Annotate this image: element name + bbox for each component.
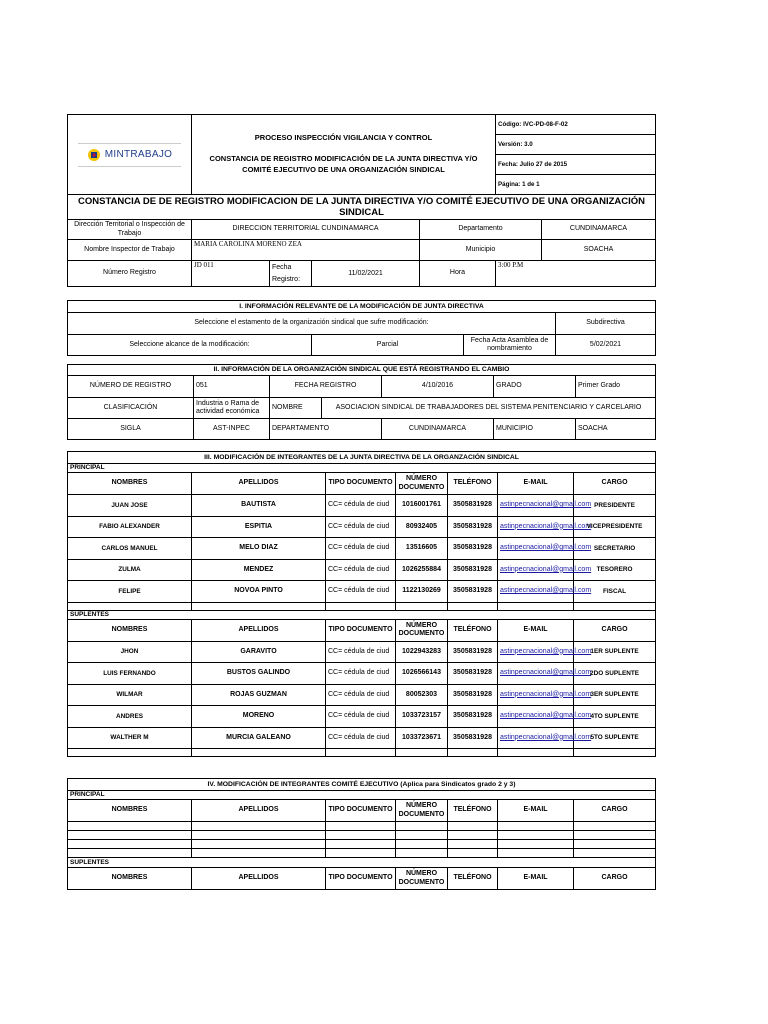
member-email[interactable]: astinpecnacional@gmail.com	[498, 663, 574, 685]
member-cargo: 4TO SUPLENTE	[574, 706, 656, 728]
member-email[interactable]: astinpecnacional@gmail.com	[498, 559, 574, 581]
blank-cell	[574, 749, 656, 757]
col-nombres: NOMBRES	[68, 473, 192, 495]
member-tipo-documento: CC= cédula de ciud	[326, 495, 396, 517]
member-cargo: VICEPRESIDENTE	[574, 516, 656, 538]
sigla-value: AST-INPEC	[194, 419, 270, 440]
inspector-value: MARIA CAROLINA MORENO ZEA	[192, 240, 420, 261]
member-numero-documento: 80052303	[396, 684, 448, 706]
hora-label: Hora	[420, 261, 496, 287]
col-cargo: CARGO	[574, 800, 656, 822]
empty-row	[68, 849, 656, 858]
process-title: PROCESO INSPECCIÓN VIGILANCIA Y CONTROL	[254, 133, 433, 143]
alcance-value: Parcial	[312, 335, 464, 356]
section-3-suplentes-header-row	[68, 619, 656, 641]
empty-row	[68, 822, 656, 831]
member-cargo: 5TO SUPLENTE	[574, 727, 656, 749]
logo-cell	[68, 115, 192, 195]
fechareg-value: 11/02/2021	[312, 261, 420, 287]
header-title-cell	[192, 115, 496, 195]
form-subtitle-1: CONSTANCIA DE REGISTRO MODIFICACIÓN DE LA JUNTA DIRECTIVA Y/O	[209, 153, 478, 163]
member-cargo: 3ER SUPLENTE	[574, 684, 656, 706]
depto-value: CUNDINAMARCA	[542, 220, 656, 240]
col-apellidos: APELLIDOS	[192, 800, 326, 822]
blank-cell	[498, 602, 574, 610]
col-email: E-MAIL	[498, 473, 574, 495]
member-row	[68, 516, 656, 538]
member-email[interactable]: astinpecnacional@gmail.com	[498, 495, 574, 517]
main-title-line2: SINDICAL	[339, 207, 384, 218]
member-nombres: FABIO ALEXANDER	[68, 516, 192, 538]
blank-cell	[192, 749, 326, 757]
member-apellidos: ROJAS GUZMAN	[192, 684, 326, 706]
col-nombres: NOMBRES	[68, 868, 192, 890]
col-cargo: CARGO	[574, 619, 656, 641]
member-apellidos: MENDEZ	[192, 559, 326, 581]
blank-cell	[448, 602, 498, 610]
col-telefono: TELÉFONO	[448, 619, 498, 641]
member-row	[68, 706, 656, 728]
member-numero-documento: 80932405	[396, 516, 448, 538]
member-email[interactable]: astinpecnacional@gmail.com	[498, 706, 574, 728]
member-cargo: SECRETARIO	[574, 538, 656, 560]
sigla-label: SIGLA	[68, 419, 194, 440]
member-row	[68, 495, 656, 517]
municipio-label: Municipio	[420, 240, 542, 261]
document-header	[67, 114, 656, 195]
member-telefono: 3505831928	[448, 495, 498, 517]
col-email: E-MAIL	[498, 800, 574, 822]
col-numero-documento: NÚMERO DOCUMENTO	[396, 800, 448, 822]
member-numero-documento: 13516605	[396, 538, 448, 560]
member-tipo-documento: CC= cédula de ciud	[326, 641, 396, 663]
dir-label: Dirección Territorial o Inspección de Trabajo	[68, 220, 192, 240]
member-numero-documento: 1016001761	[396, 495, 448, 517]
grado-label: GRADO	[494, 376, 576, 398]
member-nombres: FELIPE	[68, 581, 192, 603]
org-mun-label: MUNICIPIO	[494, 419, 576, 440]
col-tipo-documento: TIPO DOCUMENTO	[326, 868, 396, 890]
col-cargo: CARGO	[574, 473, 656, 495]
member-telefono: 3505831928	[448, 727, 498, 749]
org-mun-value: SOACHA	[576, 419, 656, 440]
acta-value: 5/02/2021	[556, 335, 656, 356]
empty-row	[68, 840, 656, 849]
member-nombres: WILMAR	[68, 684, 192, 706]
dir-value: DIRECCION TERRITORIAL CUNDINAMARCA	[192, 220, 420, 240]
blank-cell	[396, 749, 448, 757]
member-tipo-documento: CC= cédula de ciud	[326, 559, 396, 581]
blank-cell	[396, 602, 448, 610]
main-title	[68, 195, 656, 220]
col-telefono: TELÉFONO	[448, 473, 498, 495]
col-numero-documento: NÚMERO DOCUMENTO	[396, 619, 448, 641]
section-3-table	[67, 451, 656, 757]
inspector-label: Nombre Inspector de Trabajo	[68, 240, 192, 261]
clasif-label: CLASIFICACIÓN	[68, 398, 194, 419]
section-4-principal-label: PRINCIPAL	[68, 791, 656, 800]
blank-cell	[68, 602, 192, 610]
member-numero-documento: 1026255884	[396, 559, 448, 581]
member-row	[68, 581, 656, 603]
form-code: Código: IVC-PD-08-F-02	[496, 115, 656, 135]
col-nombres: NOMBRES	[68, 619, 192, 641]
blank-cell	[326, 749, 396, 757]
member-apellidos: GARAVITO	[192, 641, 326, 663]
blank-cell	[498, 749, 574, 757]
member-row	[68, 663, 656, 685]
org-nombre-label: NOMBRE	[270, 398, 322, 419]
member-email[interactable]: astinpecnacional@gmail.com	[498, 641, 574, 663]
section-4-principal-header-row	[68, 800, 656, 822]
section-1-table	[67, 300, 656, 356]
org-fechareg-value: 4/10/2016	[382, 376, 494, 398]
blank-cell	[68, 749, 192, 757]
member-telefono: 3505831928	[448, 641, 498, 663]
member-tipo-documento: CC= cédula de ciud	[326, 663, 396, 685]
blank-cell	[192, 602, 326, 610]
col-telefono: TELÉFONO	[448, 868, 498, 890]
member-email[interactable]: astinpecnacional@gmail.com	[498, 581, 574, 603]
member-tipo-documento: CC= cédula de ciud	[326, 581, 396, 603]
section-2-title: II. INFORMACIÓN DE LA ORGANIZACIÓN SINDICAL QUE ESTÁ REGISTRANDO EL CAMBIO	[68, 365, 656, 376]
member-apellidos: ESPITIA	[192, 516, 326, 538]
member-email[interactable]: astinpecnacional@gmail.com	[498, 684, 574, 706]
section-4-title: IV. MODIFICACIÓN DE INTEGRANTES COMITÉ EJECUTIVO (Aplica para Sindicatos grado 2 y 3)	[68, 779, 656, 791]
col-apellidos: APELLIDOS	[192, 473, 326, 495]
section-4-table	[67, 778, 656, 890]
col-numero-documento: NÚMERO DOCUMENTO	[396, 473, 448, 495]
org-nombre-value: ASOCIACION SINDICAL DE TRABAJADORES DEL SISTEMA PENITENCIARIO Y CARCELARIO	[322, 398, 656, 419]
member-row	[68, 559, 656, 581]
member-email[interactable]: astinpecnacional@gmail.com	[498, 727, 574, 749]
member-cargo: TESORERO	[574, 559, 656, 581]
section-4-suplentes-label: SUPLENTES	[68, 858, 656, 868]
blank-cell	[326, 602, 396, 610]
member-telefono: 3505831928	[448, 706, 498, 728]
estamento-value: Subdirectiva	[556, 313, 656, 335]
member-nombres: CARLOS MANUEL	[68, 538, 192, 560]
org-numreg-value: 051	[194, 376, 270, 398]
member-tipo-documento: CC= cédula de ciud	[326, 706, 396, 728]
member-apellidos: MELO DIAZ	[192, 538, 326, 560]
section-2-table	[67, 364, 656, 440]
member-numero-documento: 1033723157	[396, 706, 448, 728]
member-telefono: 3505831928	[448, 559, 498, 581]
member-nombres: ZULMA	[68, 559, 192, 581]
form-version: Versión: 3.0	[496, 135, 656, 155]
section-3-principal-label: PRINCIPAL	[68, 464, 656, 473]
member-apellidos: MURCIA GALEANO	[192, 727, 326, 749]
member-cargo: 1ER SUPLENTE	[574, 641, 656, 663]
org-depto-value: CUNDINAMARCA	[382, 419, 494, 440]
col-email: E-MAIL	[498, 868, 574, 890]
member-tipo-documento: CC= cédula de ciud	[326, 727, 396, 749]
general-info-table	[67, 194, 656, 287]
org-numreg-label: NÚMERO DE REGISTRO	[68, 376, 194, 398]
blank-cell	[448, 749, 498, 757]
member-numero-documento: 1022943283	[396, 641, 448, 663]
section-3-suplentes-label: SUPLENTES	[68, 610, 656, 619]
member-cargo: PRESIDENTE	[574, 495, 656, 517]
member-tipo-documento: CC= cédula de ciud	[326, 684, 396, 706]
colombia-coat-of-arms-icon	[87, 148, 101, 162]
main-title-line1: CONSTANCIA DE DE REGISTRO MODIFICACION DE LA JUNTA DIRECTIVA Y/O COMITÉ EJECUTIVO DE UNA ORGANIZACIÓN	[78, 195, 646, 207]
numreg-label: Número Registro	[68, 261, 192, 287]
member-nombres: JHON	[68, 641, 192, 663]
acta-label: Fecha Acta Asamblea de nombramiento	[464, 335, 556, 356]
col-apellidos: APELLIDOS	[192, 868, 326, 890]
member-apellidos: MORENO	[192, 706, 326, 728]
form-subtitle-2: COMITÉ EJECUTIVO DE UNA ORGANIZACIÓN SINDICAL	[242, 165, 445, 175]
estamento-label: Seleccione el estamento de la organización sindical que sufre modificación:	[68, 313, 556, 335]
section-4-suplentes-header-row	[68, 868, 656, 890]
member-tipo-documento: CC= cédula de ciud	[326, 516, 396, 538]
blank-cell	[574, 602, 656, 610]
col-tipo-documento: TIPO DOCUMENTO	[326, 473, 396, 495]
section-3-principal-header-row	[68, 473, 656, 495]
member-numero-documento: 1026566143	[396, 663, 448, 685]
col-cargo: CARGO	[574, 868, 656, 890]
logo-text: MINTRABAJO	[104, 148, 173, 160]
member-numero-documento: 1033723671	[396, 727, 448, 749]
col-numero-documento: NÚMERO DOCUMENTO	[396, 868, 448, 890]
form-date: Fecha: Julio 27 de 2015	[496, 155, 656, 175]
member-tipo-documento: CC= cédula de ciud	[326, 538, 396, 560]
member-row	[68, 684, 656, 706]
member-apellidos: BUSTOS GALINDO	[192, 663, 326, 685]
alcance-label: Seleccione alcance de la modificación:	[68, 335, 312, 356]
member-cargo: 2DO SUPLENTE	[574, 663, 656, 685]
member-nombres: WALTHER M	[68, 727, 192, 749]
col-tipo-documento: TIPO DOCUMENTO	[326, 800, 396, 822]
org-fechareg-label: FECHA REGISTRO	[270, 376, 382, 398]
section-3-title: III. MODIFICACIÓN DE INTEGRANTES DE LA JUNTA DIRECTIVA DE LA ORGANZACIÓN SINDICAL	[68, 452, 656, 464]
member-telefono: 3505831928	[448, 581, 498, 603]
col-telefono: TELÉFONO	[448, 800, 498, 822]
member-email[interactable]: astinpecnacional@gmail.com	[498, 516, 574, 538]
member-cargo: FISCAL	[574, 581, 656, 603]
member-numero-documento: 1122130269	[396, 581, 448, 603]
member-telefono: 3505831928	[448, 684, 498, 706]
empty-row	[68, 831, 656, 840]
member-row	[68, 727, 656, 749]
member-apellidos: NOVOA PINTO	[192, 581, 326, 603]
member-nombres: LUIS FERNANDO	[68, 663, 192, 685]
depto-label: Departamento	[420, 220, 542, 240]
col-tipo-documento: TIPO DOCUMENTO	[326, 619, 396, 641]
col-nombres: NOMBRES	[68, 800, 192, 822]
fechareg-label: Fecha Registro:	[270, 261, 312, 287]
member-row	[68, 641, 656, 663]
member-telefono: 3505831928	[448, 538, 498, 560]
member-telefono: 3505831928	[448, 663, 498, 685]
numreg-value: JD 011	[192, 261, 270, 287]
member-nombres: ANDRES	[68, 706, 192, 728]
member-telefono: 3505831928	[448, 516, 498, 538]
form-page: Página: 1 de 1	[496, 175, 656, 195]
col-email: E-MAIL	[498, 619, 574, 641]
clasif-value: Industria o Rama de actividad económica	[194, 398, 270, 419]
hora-value: 3:00 P.M	[496, 261, 656, 287]
col-apellidos: APELLIDOS	[192, 619, 326, 641]
member-row	[68, 538, 656, 560]
member-nombres: JUAN JOSE	[68, 495, 192, 517]
section-1-title: I. INFORMACIÓN RELEVANTE DE LA MODIFICACIÓN DE JUNTA DIRECTIVA	[68, 301, 656, 313]
municipio-value: SOACHA	[542, 240, 656, 261]
grado-value: Primer Grado	[576, 376, 656, 398]
org-depto-label: DEPARTAMENTO	[270, 419, 382, 440]
member-email[interactable]: astinpecnacional@gmail.com	[498, 538, 574, 560]
member-apellidos: BAUTISTA	[192, 495, 326, 517]
